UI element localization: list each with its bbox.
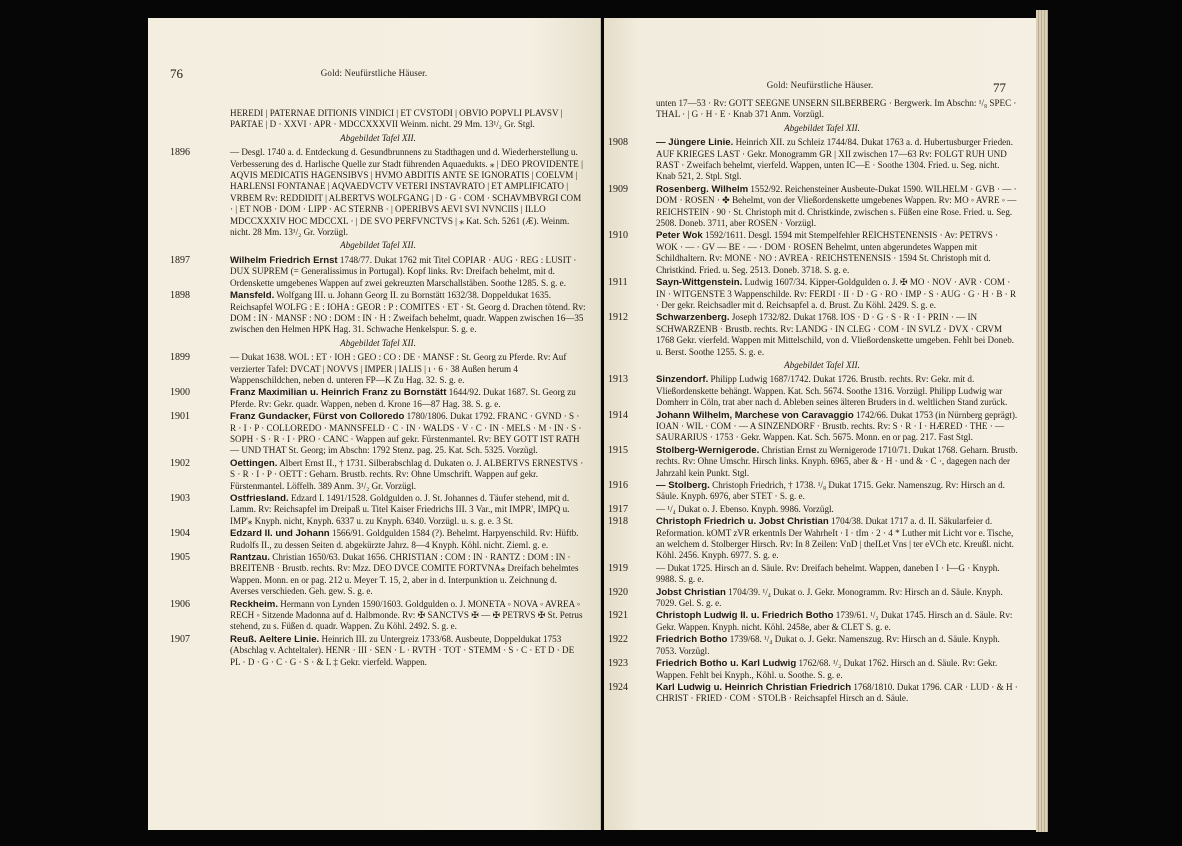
entry-text: Hermann von Lynden 1590/1603. Goldgulden o. J. MONETA ◦ NOVA ◦ AVREA ◦ RECH ◦ Sitzende Madonna auf d. Halbmonde. Rv: ✠ SANCTVS ✠ — ✠ PETRVS ✠ St. Petrus stehend, zu s. Füßen d. quadr. Wappen. Zu Köhl. 2492. S. g. e. [230,598,583,632]
entry-text: Wolfgang III. u. Johann Georg II. zu Bornstätt 1632/38. Doppeldukat 1635. Reichsapfel WOLFG : E : IOHA : GEOR : P : COMITES · ET · St. Georg d. Drachen tötend. Rv: DOM : IN · MANSF : NO : DOM : IN · H : Zweifach behelmt, quadr. Wappen zwischen 16—35 zwischen den Helmen HPK Hag. 31. Schwache Henkelspur. S. g. e. [230,290,586,335]
entry-text: — Desgl. 1740 a. d. Entdeckung d. Gesundbrunnens zu Stadthagen und d. Wiederherstellung u. Verbesserung des d. Harlische Quelle zur Stadt führenden Aquaedukts. ⁎ | DEO PROVIDENTE | AQVIS MEDICATIS HAGENSIBVS | HVMO ABDITIS ANTE SE IGNORATIS | COELVM | HARLENSI FONTANAE | AQVAEDVCTV VETERI INSTAVRATO | ET AMPLIFICATO | VRBEM Rv: REDDIDIT | ALBERTVS WOLFGANG | D · G · COM · SCHAVMBVRGI COM · | ET NOB · DOM · LIPP · AC STERNB · | OPERIBVS AEVI SVI NVNCIIS | ILLO MDCCXXXIV HOC MDCCXL · | DE SVO PERFVNCTVS | ⁎ Kat. Sch. 5261 (Æ). Weinm. nicht. 28 Mm. 13¹/₂ Gr. Vorzügl. [230,147,583,238]
lot-number: 1903 [170,493,190,504]
entry-heading: Oettingen. [230,457,278,469]
catalog-entry [170,411,586,457]
entry-text: Christian Ernst zu Wernigerode 1710/71. Dukat 1768. Geharn. Brustb. rechts. Rv: Ohne Umschr. Hirsch links. Knyph. 6965, aber & · H · und & · C ·, dagegen nach der Jahrzahl kein Punkt. Stgl. [656,444,1018,478]
lot-number: 1898 [170,290,190,302]
lot-number: 1915 [608,444,628,456]
entry-heading: Peter Wok [656,230,703,242]
catalog-entry [608,516,1018,562]
entry-text: 1739/61. ¹/₂ Dukat 1745. Hirsch an d. Säule. Rv: Gekr. Wappen. Knyph. nicht. Köhl. 2458e, aber & CLET S. g. e. [656,610,1013,632]
entry-heading: Christoph Friedrich u. Jobst Christian [656,516,829,528]
plate-reference: Abgebildet Tafel XII. [340,337,416,348]
catalog-entry [608,137,1018,183]
entry-text: Christoph Friedrich, † 1738. ¹/₈ Dukat 1715. Gekr. Namenszug. Rv: Hirsch an d. Säule. Knyph. 6976, aber STET · S. g. e. [656,480,1005,502]
lot-number: 1918 [608,516,628,528]
lot-number: 1906 [170,598,190,610]
catalog-entry [608,230,1018,276]
entry-text: 1780/1806. Dukat 1792. FRANC · GVND · S · R · I · P · COLLOREDO · MANNSFELD · C · IN · WALDS · V · C · IN · MELS · M · IN · S · SOPH · S · R · I · PRO · CANC · Wappen auf gekr. Fürstenmantel. Rv: BEY GOTT IST RATH — UND THAT St. Georg; im Abschn: 1792 Stenz. pag. 25. Kat. Sch. 5325. Vorzügl. [230,411,582,456]
catalog-entry [170,634,586,668]
catalog-entry [608,312,1018,358]
entry-heading: Jobst Christian [656,586,726,598]
entry-heading: — Stolberg. [656,480,710,491]
entry-text: unten 17—53 · Rv: GOTT SEEGNE UNSERN SILBERBERG · Bergwerk. Im Abschn: ¹/₈ SPEC · THAL · | G · H · E · Knab 371 Anm. Vorzügl. [656,98,1017,120]
lot-number: 1905 [170,552,190,564]
entry-heading: Stolberg-Wernigerode. [656,444,760,456]
left-page [148,18,601,830]
catalog-entry [626,98,1018,121]
catalog-entry [170,147,586,238]
lot-number: 1897 [170,254,190,266]
entry-text: 1739/68. ¹/₄ Dukat o. J. Gekr. Namenszug. Rv: Hirsch an d. Säule. Knyph. 7053. Vorzügl. [656,634,1000,656]
catalog-entry [608,503,1018,515]
lot-number: 1911 [608,277,628,289]
entry-heading: Reckheim. [230,598,278,610]
catalog-entry [170,387,586,410]
entry-text: 1592/1611. Desgl. 1594 mit Stempelfehler REICHSTENENSIS · Av: PETRVS · WOK · — · GV — BE · — · DOM · ROSEN Behelmt, unten abgerundetes Wappen mit Schildhaltern. Rv: MONE · NO : AVREA · REICHSTENENSIS · 1594 St. Christoph mit d. Christkind. Fried. u. Seg. 2513. Doneb. 3718. S. g. e. [656,230,999,275]
entry-text: 1644/92. Dukat 1687. St. Georg zu Pferde. Rv: Gekr. quadr. Wappen, neben d. Krone 16—87 Hag. 38. S. g. e. [230,387,576,409]
entry-heading: Karl Ludwig u. Heinrich Christian Friedrich [656,681,852,693]
entry-heading: Schwarzenberg. [656,312,730,324]
catalog-entry [608,681,1018,705]
catalog-entry [608,277,1018,311]
lot-number: 1899 [170,352,190,364]
lot-number: 1921 [608,610,628,622]
entry-heading: Sayn-Wittgenstein. [656,277,743,289]
lot-number: 1914 [608,409,628,421]
lot-number: 1907 [170,633,190,645]
catalog-entry [170,493,586,527]
lot-number: 1922 [608,634,628,646]
catalog-entry [170,352,586,386]
entry-heading: Friedrich Botho u. Karl Ludwig [656,658,797,670]
page-number: 77 [993,80,1006,95]
page-body [170,108,586,669]
lot-number: 1902 [170,457,190,469]
lot-number: 1924 [608,681,628,693]
catalog-entry [170,108,586,131]
entry-heading: Edzard II. und Johann [230,528,330,540]
entry-text: 1552/92. Reichensteiner Ausbeute-Dukat 1590. WILHELM · GVB · — · DOM · ROSEN · ✤ Behelmt, von der Vließordenskette umgebenes Wappen. Rv: MO ◦ AVRE ◦ — REICHSTEIN · 90 · St. Christoph mit d. Christkinde, zwischen s. Füßen eine Rose. Fried. u. Seg. 2508. Doneb. 3711, aber ROSEN · Vorzügl. [656,183,1017,229]
lot-number: 1909 [608,183,628,195]
entry-text: — Dukat 1638. WOL : ET · IOH : GEO : CO : DE · MANSF : St. Georg zu Pferde. Rv: Auf verzierter Tafel: DVCAT | NOVVS | IMPER | IALIS | ı · 6 · 38 Außen herum 4 Wappenschildchen, neben d. unteren FP—K Zu Hag. 32. S. g. e. [230,352,567,385]
lot-number: 1908 [608,137,628,149]
catalog-entry [608,658,1018,681]
entry-text: Edzard I. 1491/1528. Goldgulden o. J. St. Johannes d. Täufer stehend, mit d. Lamm. Rv: Reichsapfel im Dreipaß u. Titel Kaiser Friedrichs III. 3 Var., mit IMPR', IMPQ u. IMP'⁎ Knyph. nicht, Knyph. 6337 u. zu Knyph. 6340. Vorzügl. u. s. g. e. 3 St. [230,493,570,526]
lot-number: 1919 [608,562,628,574]
book-edge [1036,10,1048,832]
running-header: Gold: Neufürstliche Häuser. [320,68,428,78]
catalog-entry [170,255,586,289]
lot-number: 1904 [170,528,190,540]
entry-heading: Franz Gundacker, Fürst von Colloredo [230,411,405,423]
entry-heading: Friedrich Botho [656,634,728,646]
entry-text: Joseph 1732/82. Dukat 1768. IOS · D · G · S · R · I · PRIN · — IN SCHWARZENB · Brustb. rechts. Rv: LANDG · IN CLEG · COM · IN SVLZ · DVX · CRVM 1768 Gekr. vierfeld. Wappen mit Mittelschild, von d. Vließordenskette umgeben. Fehlt bei Doneb. u. Berst. Soothe 1255. S. g. e. [656,312,1015,357]
entry-text: Albert Ernst II., † 1731. Silberabschlag d. Dukaten o. J. ALBERTVS ERNESTVS · S · R · I · P · OETT : Geharn. Brustb. rechts. Rv: Ohne Umschrift. Wappen auf gekr. Fürstenmantel. Löffelh. 389 Anm. 3¹/₂ Gr. Vorzügl. [230,457,584,491]
entry-heading: — Jüngere Linie. [656,137,734,149]
page-body [608,98,1018,706]
running-header: Gold: Neufürstliche Häuser. [766,80,874,90]
entry-text: 1748/77. Dukat 1762 mit Titel COPIAR · AUG · REG : LUSIT · DUX SUPREM (= Generalissimus in Portugal). Kopf links. Rv: Dreifach behelmt, mit d. Ordenskette umgebenes Wappen auf zwei gekreuzten Marschallstäben. Soothe 1285. S. g. e. [230,254,577,288]
entry-heading: Sinzendorf. [656,374,709,386]
lot-number: 1923 [608,658,628,670]
entry-text: 1768/1810. Dukat 1796. CAR · LUD · & H · CHRIST · FRIED · COM · STOLB · Reichsapfel Hirsch an d. Säule. [656,681,1018,704]
lot-number: 1916 [608,480,628,491]
catalog-entry [170,599,586,633]
entry-text: Heinrich III. zu Untergreiz 1733/68. Ausbeute, Doppeldukat 1753 (Abschlag v. Achteltaler). HENR · III · SEN · L · RVTH · TOT · STEMM · S · C · ET D · DE PL · D · G · C · G · S · & L ‡ Gekr. vierfeld. Wappen. [230,633,575,667]
lot-number: 1901 [170,411,190,423]
catalog-entry [608,183,1018,230]
lot-number: 1917 [608,503,628,515]
entry-heading: Franz Maximilian u. Heinrich Franz zu Bornstätt [230,387,447,399]
entry-text: Heinrich XII. zu Schleiz 1744/84. Dukat 1763 a. d. Hubertusburger Frieden. AUF KRIEGES LAST · Gekr. Monogramm GR | XII zwischen 17—63 Rv: FOLGT RUH UND RAST · Zweifach behelmt, vierfeld. Wappen, unten IC—E · Soothe 1304. Fried. u. Seg. nicht. Knab 521, 2. Stpl. Stgl. [656,137,1013,182]
catalog-entry [608,634,1018,657]
entry-text: — ¹/₄ Dukat o. J. Ebenso. Knyph. 9986. Vorzügl. [656,503,834,514]
catalog-entry [170,528,586,551]
entry-text: 1566/91. Goldgulden 1584 (?). Behelmt. Harpyenschild. Rv: Hüftb. Rudolfs II., zu dessen Seiten d. abgekürzte Jahrz. 8—4 Knyph. Köhl. nicht. Zieml. g. e. [230,528,579,550]
entry-heading: Christoph Ludwig II. u. Friedrich Botho [656,610,834,622]
entry-heading: Rantzau. [230,552,270,564]
entry-text: HEREDI | PATERNAE DITIONIS VINDICI | ET CVSTODI | OBVIO POPVLI PLAVSV | PARTAE | D · XXVI · APR · MDCCXXXVII Weinm. nicht. 29 Mm. 13¹/₂ Gr. Stgl. [230,108,563,130]
catalog-entry [608,409,1018,444]
catalog-entry [608,562,1018,586]
lot-number: 1896 [170,147,190,159]
plate-reference: Abgebildet Tafel XII. [784,122,860,133]
catalog-entry [170,290,586,336]
catalog-entry [170,552,586,598]
catalog-entry [170,458,586,492]
lot-number: 1920 [608,586,628,598]
entry-text: 1762/68. ¹/₂ Dukat 1762. Hirsch an d. Säule. Rv: Gekr. Wappen. Fehlt bei Knyph., Köhl. u. Soothe. S. g. e. [656,658,998,680]
entry-text: 1704/38. Dukat 1717 a. d. II. Säkularfeier d. Reformation. kOMT zVR erkentnIs Der WahrheIt · I · tIm · 2 · 4 * Luther mit Licht vor e. Tische, an welchem d. Stolberger Hirsch. Rv: In 8 Zeilen: VnD | theILet Vns | ter eVCh etc. Kreußl. nicht. Köhl. 2456. Knyph. 6977. S. g. e. [656,516,1014,561]
right-page [604,18,1036,830]
entry-text: — Dukat 1725. Hirsch an d. Säule. Rv: Dreifach behelmt. Wappen, daneben I · I—G · Knyph. 9988. S. g. e. [656,562,1000,585]
plate-reference: Abgebildet Tafel XII. [784,359,860,370]
entry-text: 1704/39. ¹/₄ Dukat o. J. Gekr. Monogramm. Rv: Hirsch an d. Säule. Knyph. 7029. Gel. S. g. e. [656,586,1003,609]
catalog-entry [608,610,1018,633]
catalog-entry [608,444,1018,479]
lot-number: 1910 [608,230,628,242]
entry-heading: Reuß. Aeltere Linie. [230,633,320,645]
entry-heading: Johann Wilhelm, Marchese von Caravaggio [656,409,854,421]
entry-text: Philipp Ludwig 1687/1742. Dukat 1726. Brustb. rechts. Rv: Gekr. mit d. Vließordenskette behängt. Wappen. Kat. Sch. 5674. Soothe 1316. Vorzügl. Philipp Ludwig war Domherr in Cöln, trat aber nach d. Ableben seines älteren Bruders in d. weltlichen Stand zurück. [656,374,1008,408]
catalog-entry [608,374,1018,408]
entry-heading: Rosenberg. Wilhelm [656,183,749,195]
lot-number: 1913 [608,374,628,386]
entry-text: 1742/66. Dukat 1753 (in Nürnberg geprägt). IOAN · WIL · COM · — A SINZENDORF · Brustb. rechts. Rv: S · R · I · HÆRED · THE · — SAURARIUS · 1753 · Gekr. Wappen. Kat. Sch. 5675. Monn. en or pag. 217. Fast Stgl. [656,409,1018,443]
plate-reference: Abgebildet Tafel XII. [340,240,416,251]
catalog-entry [608,586,1018,610]
catalog-entry [608,480,1018,503]
page-number: 76 [170,66,183,81]
plate-reference: Abgebildet Tafel XII. [340,132,416,143]
entry-heading: Wilhelm Friedrich Ernst [230,254,338,266]
entry-heading: Ostfriesland. [230,493,289,504]
entry-text: Ludwig 1607/34. Kipper-Goldgulden o. J. ✠ MO · NOV · AVR · COM · IN · WITGENSTE 3 Wappenschilde. Rv: FERDI · II · D · G · RO · IMP · S · AUG · G · H · B · R · Der gekr. Reichsadler mit d. Reichsapfel a. d. Brust. Zu Köhl. 2429. S. g. e. [656,277,1017,310]
entry-heading: Mansfeld. [230,290,275,302]
entry-text: Christian 1650/63. Dukat 1656. CHRISTIAN : COM : IN · RANTZ : DOM : IN · BREITENB · Brustb. rechts. Rv: Mzz. DEO DVCE COMITE FORTVNA⁎ Dreifach behelmtes Wappen. Monn. en or pag. 212 u. Meyer T. 15, 2, aber in d. Interpunktion u. Zeichnung d. Averses verschieden. Geh. gew. S. g. e. [230,552,579,597]
lot-number: 1912 [608,312,628,324]
lot-number: 1900 [170,387,190,399]
